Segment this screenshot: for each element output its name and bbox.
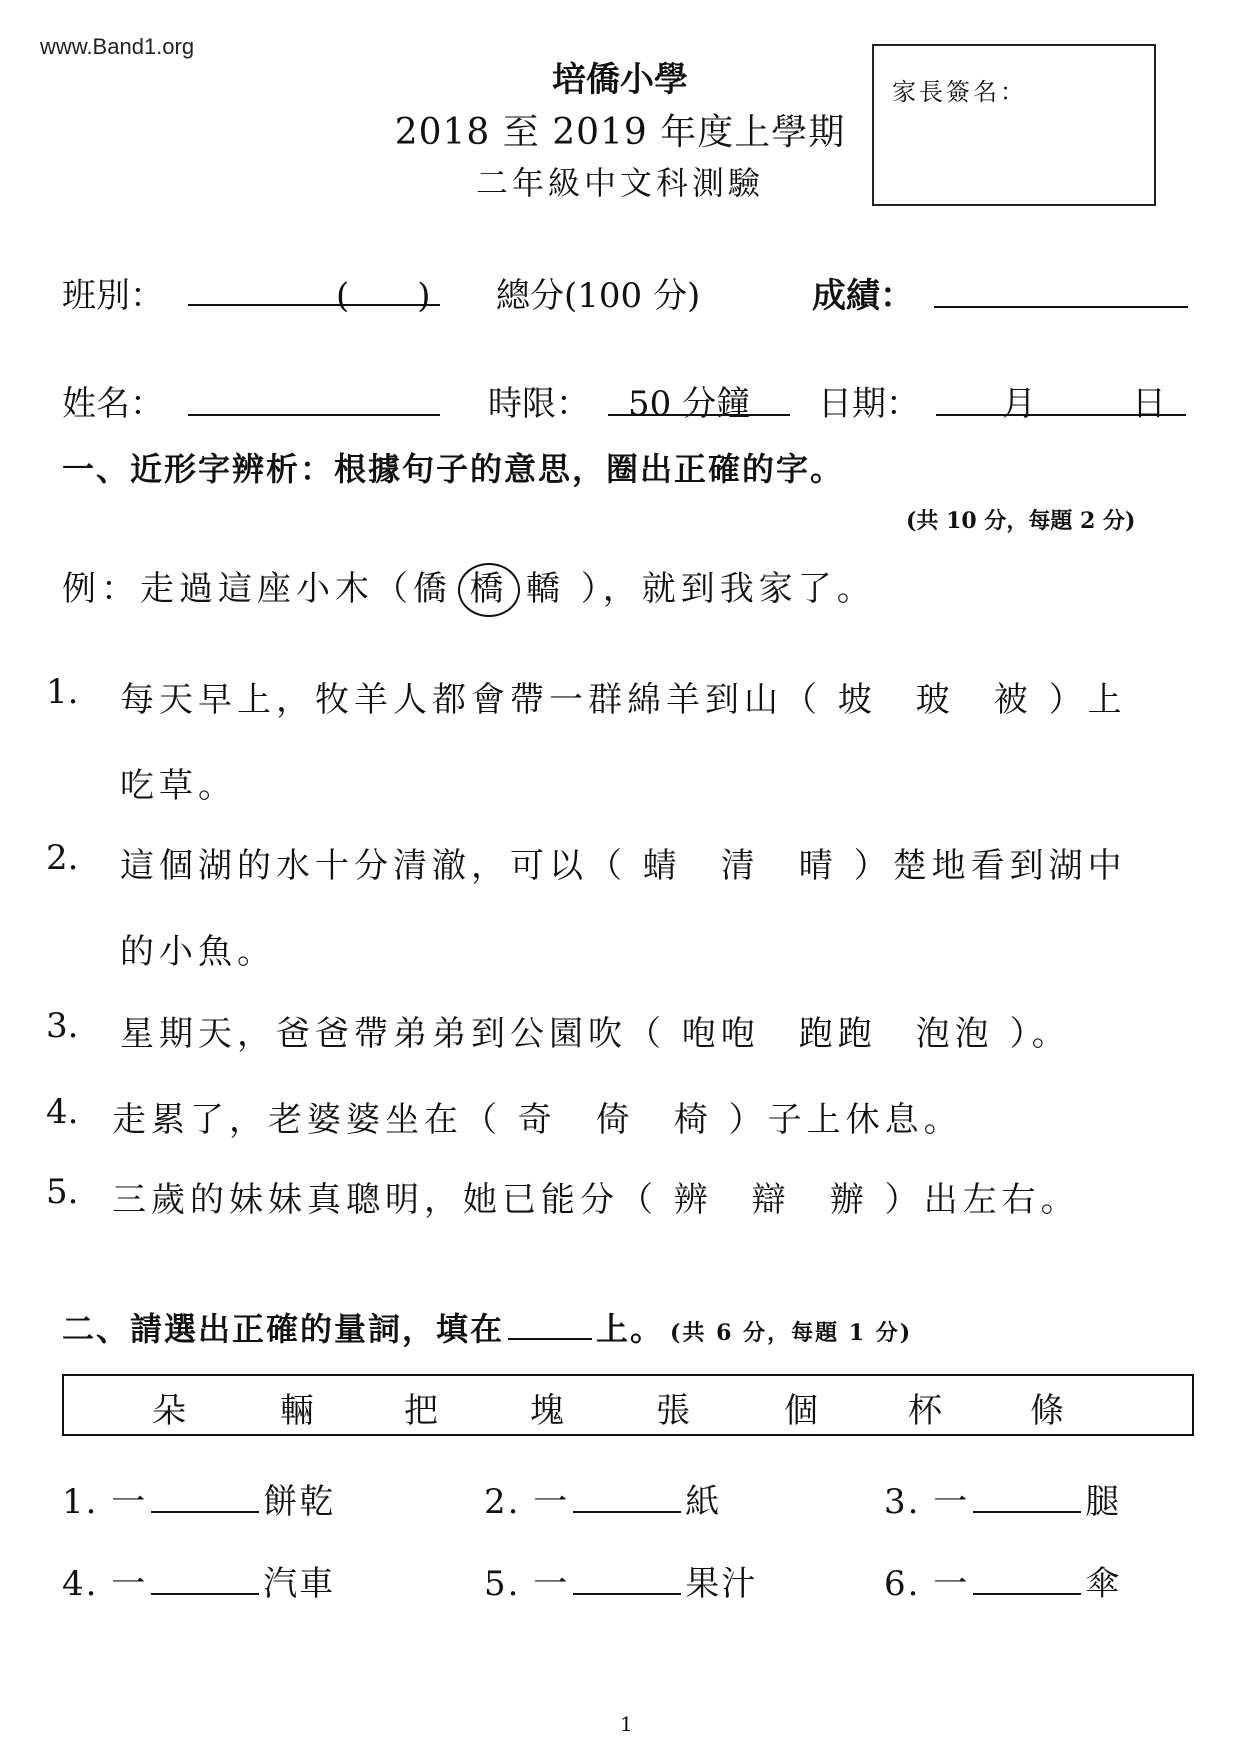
fill-item-1 xyxy=(62,1474,335,1523)
fill-item-3 xyxy=(884,1474,1121,1523)
section2-title xyxy=(62,1304,912,1350)
word-bank-item: 個 xyxy=(784,1391,818,1431)
signature-label: 家長簽名： xyxy=(892,78,1027,106)
term-title: 2018 至 2019 年度上學期 xyxy=(394,112,846,153)
word-bank-item: 輛 xyxy=(280,1391,314,1431)
section2-score: (共 6 分，每題 1 分) xyxy=(670,1320,913,1346)
fill-item-number: 5. xyxy=(484,1564,521,1604)
q2-number: 2. xyxy=(46,838,79,878)
q2-text[interactable]: 這個湖的水十分清澈，可以（ 蜻 清 晴 ）楚地看到湖中 xyxy=(120,846,1127,886)
fill-item-one: 一 xyxy=(533,1482,570,1522)
fill-item-6 xyxy=(884,1556,1121,1605)
word-bank-item: 塊 xyxy=(530,1391,564,1431)
total-score-label: 總分(100 分) xyxy=(496,276,701,316)
measure-word-bank xyxy=(62,1374,1194,1436)
fill-blank-5[interactable] xyxy=(573,1563,681,1595)
fill-blank-1[interactable] xyxy=(151,1481,259,1513)
fill-blank-6[interactable] xyxy=(973,1563,1081,1595)
class-number-paren: ( ) xyxy=(336,276,431,316)
fill-blank-2[interactable] xyxy=(573,1481,681,1513)
fill-item-5 xyxy=(484,1556,757,1605)
section2-title-a: 二、請選出正確的量詞，填在 xyxy=(62,1310,505,1348)
fill-item-one: 一 xyxy=(111,1564,148,1604)
example-prefix: 例：走過這座小木（僑 xyxy=(62,569,452,609)
word-bank-item: 杯 xyxy=(908,1391,942,1431)
fill-item-one: 一 xyxy=(933,1482,970,1522)
fill-item-4 xyxy=(62,1556,335,1605)
grade-label: 成績： xyxy=(812,276,914,316)
class-label: 班別： xyxy=(62,276,164,316)
section2-title-blank xyxy=(508,1308,592,1340)
name-label: 姓名： xyxy=(62,384,164,424)
q5-text[interactable]: 三歲的妹妹真聰明，她已能分（ 辨 辯 辦 ）出左右。 xyxy=(112,1180,1080,1220)
q1-text-line2: 吃草。 xyxy=(120,766,237,806)
time-limit-label: 時限： xyxy=(488,384,590,424)
date-day: 日 xyxy=(1132,384,1166,424)
q3-text[interactable]: 星期天，爸爸帶弟弟到公園吹（ 咆咆 跑跑 泡泡 ）。 xyxy=(120,1014,1071,1054)
q4-number: 4. xyxy=(46,1092,79,1132)
word-bank-item: 條 xyxy=(1030,1391,1064,1431)
q4-text[interactable]: 走累了，老婆婆坐在（ 奇 倚 椅 ）子上休息。 xyxy=(112,1100,963,1140)
subject-title: 二年級中文科測驗 xyxy=(475,164,764,202)
q1-number: 1. xyxy=(46,672,79,712)
example-suffix: 轎 ），就到我家了。 xyxy=(526,569,876,609)
fill-blank-4[interactable] xyxy=(151,1563,259,1595)
date-month: 月 xyxy=(1002,384,1036,424)
fill-item-number: 3. xyxy=(884,1482,921,1522)
fill-item-noun: 腿 xyxy=(1085,1482,1122,1522)
section1-score: (共 10 分，每題 2 分) xyxy=(906,508,1136,534)
fill-item-noun: 餅乾 xyxy=(263,1482,336,1522)
fill-item-one: 一 xyxy=(111,1482,148,1522)
section1-title: 一、近形字辨析：根據句子的意思，圈出正確的字。 xyxy=(62,450,845,488)
fill-item-number: 4. xyxy=(62,1564,99,1604)
fill-item-noun: 果汁 xyxy=(685,1564,758,1604)
date-label: 日期： xyxy=(818,384,920,424)
fill-item-number: 2. xyxy=(484,1482,521,1522)
q5-number: 5. xyxy=(46,1172,79,1212)
time-limit-underline xyxy=(608,414,790,416)
q1-text[interactable]: 每天早上，牧羊人都會帶一群綿羊到山（ 坡 玻 被 ）上 xyxy=(120,680,1127,720)
date-blank[interactable] xyxy=(936,414,1186,416)
section2-title-b: 上。 xyxy=(596,1310,665,1348)
fill-item-number: 1. xyxy=(62,1482,99,1522)
example-sentence xyxy=(62,562,876,617)
parent-signature-box[interactable] xyxy=(872,44,1156,206)
fill-item-number: 6. xyxy=(884,1564,921,1604)
word-bank-item: 朵 xyxy=(152,1391,186,1431)
fill-item-noun: 紙 xyxy=(685,1482,722,1522)
name-blank[interactable] xyxy=(188,414,440,416)
grade-blank[interactable] xyxy=(934,306,1188,308)
fill-item-noun: 傘 xyxy=(1085,1564,1122,1604)
fill-item-one: 一 xyxy=(533,1564,570,1604)
fill-blank-3[interactable] xyxy=(973,1481,1081,1513)
example-circled-answer: 橋 xyxy=(458,563,520,617)
fill-item-2 xyxy=(484,1474,721,1523)
page-number: 1 xyxy=(620,1712,633,1736)
q2-text-line2: 的小魚。 xyxy=(120,932,276,972)
school-name: 培僑小學 xyxy=(552,60,688,100)
time-limit-value: 50 分鐘 xyxy=(628,384,751,424)
word-bank-item: 把 xyxy=(404,1391,438,1431)
site-watermark: www.Band1.org xyxy=(40,34,195,59)
q3-number: 3. xyxy=(46,1006,79,1046)
fill-item-one: 一 xyxy=(933,1564,970,1604)
word-bank-item: 張 xyxy=(656,1391,690,1431)
fill-item-noun: 汽車 xyxy=(263,1564,336,1604)
